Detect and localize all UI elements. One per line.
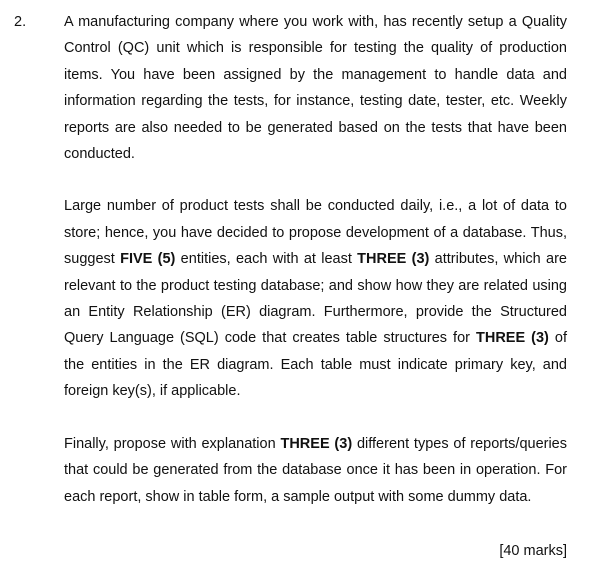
emphasis-text: THREE (3): [357, 251, 430, 268]
emphasis-text: FIVE (5): [120, 251, 176, 268]
text-segment: different types of reports/queries that could be generated from the database once it has been in operation. For each report, show in table form, a sample output with some dummy data.: [64, 435, 567, 505]
text-segment: Large number of product tests shall be conducted daily, i.e., a lot of data to store; hence, you have decided to propose development of a database. Thus, suggest: [64, 198, 567, 268]
paragraph-task-reports: [64, 431, 567, 510]
text-segment: of the entities in the ER diagram. Each table must indicate primary key, and foreign key(s), if applicable.: [64, 330, 567, 400]
paragraph-context: [64, 9, 567, 167]
text-segment: entities, each with at least: [175, 251, 358, 268]
text-segment: Finally, propose with explanation: [64, 435, 281, 452]
text-segment: A manufacturing company where you work with, has recently setup a Quality Control (QC) unit which is responsible for testing the quality of production items. You have been assigned by the management to handle data and information regarding the tests, for instance, testing date, tester, etc. Weekly reports are also needed to be generated based on the tests that have been conducted.: [64, 14, 567, 163]
paragraph-task-database: [64, 193, 567, 404]
marks-label: [40 marks]: [499, 543, 567, 559]
question-body: [64, 9, 567, 510]
emphasis-text: THREE (3): [280, 435, 353, 452]
emphasis-text: THREE (3): [476, 330, 549, 347]
text-segment: attributes, which are relevant to the product testing database; and show how they are related using an Entity Relationship (ER) diagram. Furthermore, provide the Structured Query Language (SQL) code that creates table structures for: [64, 251, 567, 347]
question-number: 2.: [14, 14, 27, 30]
